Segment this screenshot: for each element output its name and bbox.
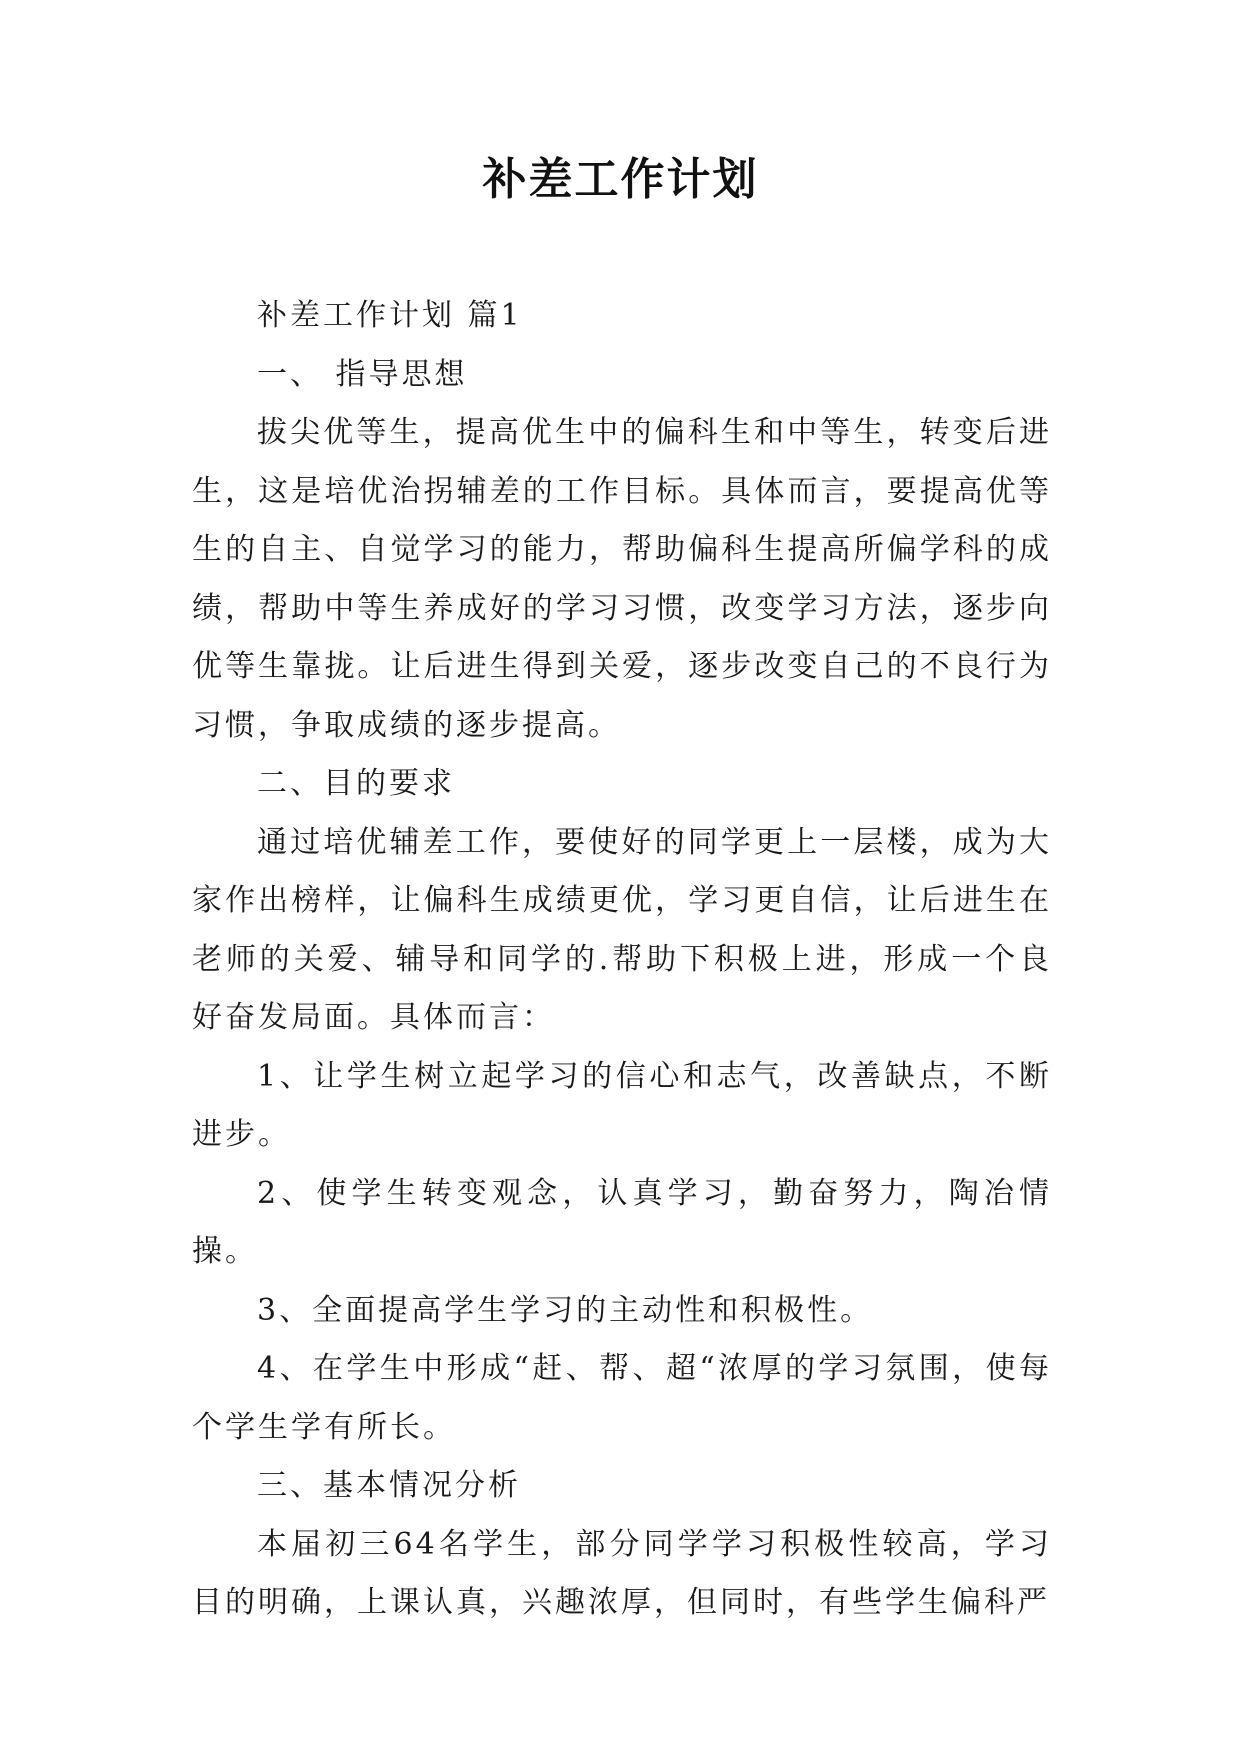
heading-guiding-ideology: 一、 指导思想 [257, 356, 468, 392]
paragraph-guiding-ideology: 拔尖优等生，提高优生中的偏科生和中等生，转变后进生，这是培优治拐辅差的工作目标。具体而言，要提高优等生的自主、自觉学习的能力，帮助偏科生提高所偏学科的成绩，帮助中等生养成好的学习习惯，改变学习方法，逐步向优等生靠拢。让后进生得到关爱，逐步改变自己的不良行为习惯，争取成绩的逐步提高。 [192, 415, 1052, 743]
heading-situation-analysis: 三、基本情况分析 [257, 1468, 521, 1503]
list-item-2: 2、使学生转变观念，认真学习，勤奋努力，陶冶情操。 [192, 1175, 1052, 1269]
document-title: 补差工作计划 [482, 154, 759, 205]
list-item-1: 1、让学生树立起学习的信心和志气，改善缺点，不断进步。 [192, 1058, 1052, 1152]
list-item-3: 3、全面提高学生学习的主动性和积极性。 [257, 1292, 874, 1328]
paragraph-purpose-requirements: 通过培优辅差工作，要使好的同学更上一层楼，成为大家作出榜样，让偏科生成绩更优，学习更自信，让后进生在老师的关爱、辅导和同学的.帮助下积极上进，形成一个良好奋发局面。具体而言： [192, 824, 1052, 1035]
document-body [192, 287, 1052, 1633]
heading-purpose-requirements: 二、目的要求 [257, 766, 455, 801]
list-item-4: 4、在学生中形成“赶、帮、超“浓厚的学习氛围，使每个学生学有所长。 [192, 1351, 1052, 1445]
section-heading-part-1: 补差工作计划 篇1 [257, 298, 523, 333]
paragraph-situation-analysis: 本届初三64名学生，部分同学学习积极性较高，学习目的明确，上课认真，兴趣浓厚，但同时，有些学生偏科严 [192, 1526, 1052, 1620]
